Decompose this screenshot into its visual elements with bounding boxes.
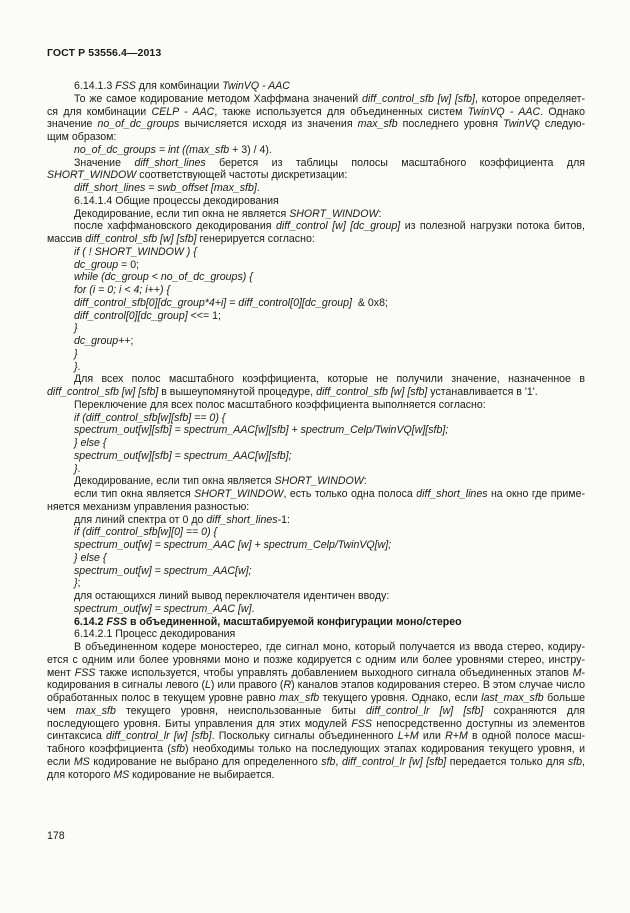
text-line: } [74, 322, 78, 335]
document-header: ГОСТ Р 53556.4—2013 [47, 47, 162, 59]
text-line: spectrum_out[w] = spectrum_AAC [w]. [74, 602, 255, 615]
text-line: }. [74, 360, 81, 373]
text-line: spectrum_out[w] = spectrum_AAC [w] + spectrum_Celp/TwinVQ[w]; [74, 539, 392, 551]
text-line: } else { [74, 437, 107, 449]
text-line: for (i = 0; i < 4; i++) { [74, 284, 170, 296]
text-line: 6.14.1.3 FSS для комбинации TwinVQ - AAC [74, 80, 290, 92]
text-line: diff_short_lines = swb_offset [max_sfb]. [74, 182, 260, 194]
text-line: после хаффмановского декодирования diff_control [w] [dc_group] из полезной нагрузки потока битов, массив diff_control_sfb [w] [sfb] генерируется согласно: [47, 220, 586, 245]
text-line: diff_control[0][dc_group] <<= 1; [74, 309, 221, 322]
text-line: То же самое кодирование методом Хаффмана значений diff_control_sfb [w] [sfb], которое определяет-ся для комбинации CELP - AAC, также используется для объединенных систем TwinVQ - AAC. Однако значение no_of_dc_groups вычисляется исходя из значения max_sfb последнего уровня TwinVQ следую-щим образом: [47, 92, 585, 143]
text-line: Декодирование, если тип окна не является SHORT_WINDOW: [74, 207, 382, 220]
text-line: while (dc_group < no_of_dc_groups) { [74, 271, 253, 284]
text-line: }. [74, 462, 81, 475]
text-line: diff_control_sfb[0][dc_group*4+i] = diff_control[0][dc_group] & 0x8; [74, 296, 388, 309]
text-line: }; [74, 577, 81, 590]
text-line: spectrum_out[w] = spectrum_AAC[w]; [74, 564, 252, 577]
text-line: В объединенном кодере моностерео, где сигнал моно, который получается из ввода стерео, кодиру-ется с одним или более уровнями моно и позже кодируется с одним или более уровнями стерео, инстру-мент FSS также используется, чтобы управлять добавлением выходного сигнала объединенных этапов M-кодирования в сигналы левого (L) или правого (R) каналов этапов кодирования стерео. В этом случае число обработанных полос в текущем уровне равно max_sfb текущего уровня. Однако, если last_max_sfb больше чем max_sfb текущего уровня, неиспользованные биты diff_control_lr [w] [sfb] сохраняются для последующего уровня. Биты управления для этих модулей FSS непосредственно доступны из элементов синтаксиса diff_control_lr [w] [sfb]. Поскольку сигналы объединенного L+M или R+M в одной полосе масш-табного коэффициента (sfb) необходимы только на последующих этапах кодирования текущего уровня, и если MS кодирование не выбрано для определенного sfb, diff_control_lr [w] [sfb] передается только для sfb, для которого MS кодирование не выбирается. [47, 641, 586, 781]
text-line: если тип окна является SHORT_WINDOW, есть только одна полоса diff_short_lines на окно где приме-няется механизм управления разностью: [47, 488, 585, 513]
document-body [47, 80, 585, 781]
text-line: для линий спектра от 0 до diff_short_lines-1: [74, 513, 290, 526]
text-line: Для всех полос масштабного коэффициента, которые не получили значение, назначенное в diff_control_sfb [w] [sfb] в вышеупомянутой процедуре, diff_control_sfb [w] [sfb] устанавливается в '1'. [47, 373, 585, 398]
text-line: для остающихся линий вывод переключателя идентичен вводу: [74, 590, 390, 602]
text-line: 6.14.2 FSS в объединенной, масштабируемой конфигурации моно/стерео [74, 615, 462, 628]
text-line: } else { [74, 551, 107, 564]
text-line: if (diff_control_sfb[w][sfb] == 0) { [74, 411, 226, 424]
text-line: Декодирование, если тип окна является SHORT_WINDOW: [74, 475, 367, 488]
text-line: if ( ! SHORT_WINDOW ) { [74, 245, 197, 258]
text-line: Значение diff_short_lines берется из таблицы полосы масштабного коэффициента для SHORT_WINDOW соответствующей частоты дискретизации: [47, 156, 585, 182]
text-line: } [74, 347, 78, 360]
text-line: dc_group++; [74, 335, 134, 347]
text-line: spectrum_out[w][sfb] = spectrum_AAC[w][sfb] + spectrum_Celp/TwinVQ[w][sfb]; [74, 424, 449, 437]
text-line: spectrum_out[w][sfb] = spectrum_AAC[w][sfb]; [74, 449, 292, 462]
text-line: Переключение для всех полос масштабного коэффициента выполняется согласно: [74, 398, 486, 411]
text-line: dc_group = 0; [74, 258, 140, 271]
text-line: no_of_dc_groups = int ((max_sfb + 3) / 4). [74, 143, 272, 156]
text-line: 6.14.2.1 Процесс декодирования [74, 628, 236, 641]
text-line: if (diff_control_sfb[w][0] == 0) { [74, 526, 218, 539]
text-line: 6.14.1.4 Общие процессы декодирования [74, 194, 279, 207]
page-number: 178 [47, 830, 65, 842]
